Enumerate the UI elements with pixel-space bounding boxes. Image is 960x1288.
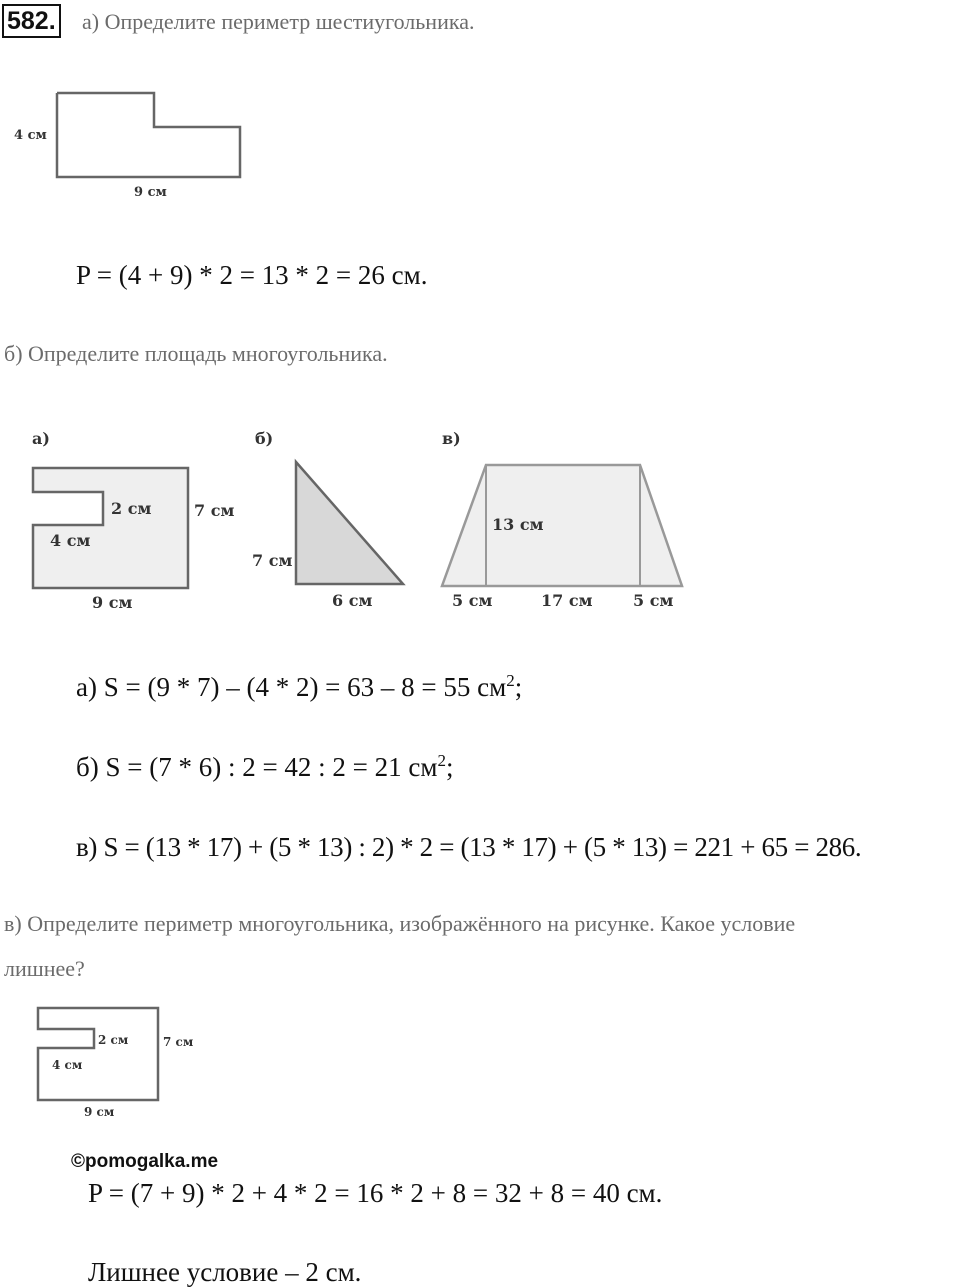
figure-b-b-tag: б) xyxy=(255,429,274,448)
figure-b-b-label-6: 6 см xyxy=(332,591,373,610)
task-a-text: а) Определите периметр шестиугольника. xyxy=(82,9,475,34)
figure-b-c-label-5-left: 5 см xyxy=(452,591,493,610)
solution-c: P = (7 + 9) * 2 + 4 * 2 = 16 * 2 + 8 = 32 + 8 = 40 см. xyxy=(88,1178,663,1208)
task-b-text: б) Определите площадь многоугольника. xyxy=(4,341,388,366)
figure-b-a-label-2: 2 см xyxy=(111,499,152,518)
figure-b-b-label-7: 7 см xyxy=(252,551,293,570)
solution-b-b: б) S = (7 * 6) : 2 = 42 : 2 = 21 $см^2$; xyxy=(76,751,454,782)
figure-b-a-label-7: 7 см xyxy=(194,501,235,520)
hexagon-figure xyxy=(0,85,260,205)
watermark: ©pomogalka.me xyxy=(71,1151,219,1172)
figure-c-label-9: 9 см xyxy=(84,1105,115,1119)
figure-b-c xyxy=(430,420,690,620)
solution-b-a: а) S = (9 * 7) – (4 * 2) = 63 – 8 = 55 $см^2$; xyxy=(76,671,523,702)
figure-c-label-2: 2 см xyxy=(98,1033,129,1047)
solution-a: P = (4 + 9) * 2 = 13 * 2 = 26 см. xyxy=(76,260,428,290)
figure-c-label-4: 4 см xyxy=(52,1058,83,1072)
hexagon-height-label: 4 см xyxy=(14,128,47,143)
figure-b-a-label-4: 4 см xyxy=(50,531,91,550)
figure-b-b xyxy=(245,420,425,620)
figure-b-c-label-17: 17 см xyxy=(541,591,593,610)
figure-c xyxy=(0,1000,220,1130)
hexagon-width-label: 9 см xyxy=(134,185,167,200)
problem-number: 582. xyxy=(2,4,61,38)
task-c-text-line1: в) Определите периметр многоугольника, изображённого на рисунке. Какое условие xyxy=(4,911,796,936)
figure-b-a-tag: а) xyxy=(32,429,50,448)
extra-condition: Лишнее условие – 2 см. xyxy=(88,1257,362,1287)
figure-c-label-7: 7 см xyxy=(163,1035,194,1049)
task-c-text-line2: лишнее? xyxy=(4,956,85,981)
solution-b-c: в) S = (13 * 17) + (5 * 13) : 2) * 2 = (13 * 17) + (5 * 13) = 221 + 65 = 286. xyxy=(76,832,862,862)
figure-b-c-label-5-right: 5 см xyxy=(633,591,674,610)
figure-b-c-tag: в) xyxy=(442,429,461,448)
figure-b-a xyxy=(0,420,260,620)
figure-b-a-label-9: 9 см xyxy=(92,593,133,612)
figure-b-c-label-13: 13 см xyxy=(492,515,544,534)
